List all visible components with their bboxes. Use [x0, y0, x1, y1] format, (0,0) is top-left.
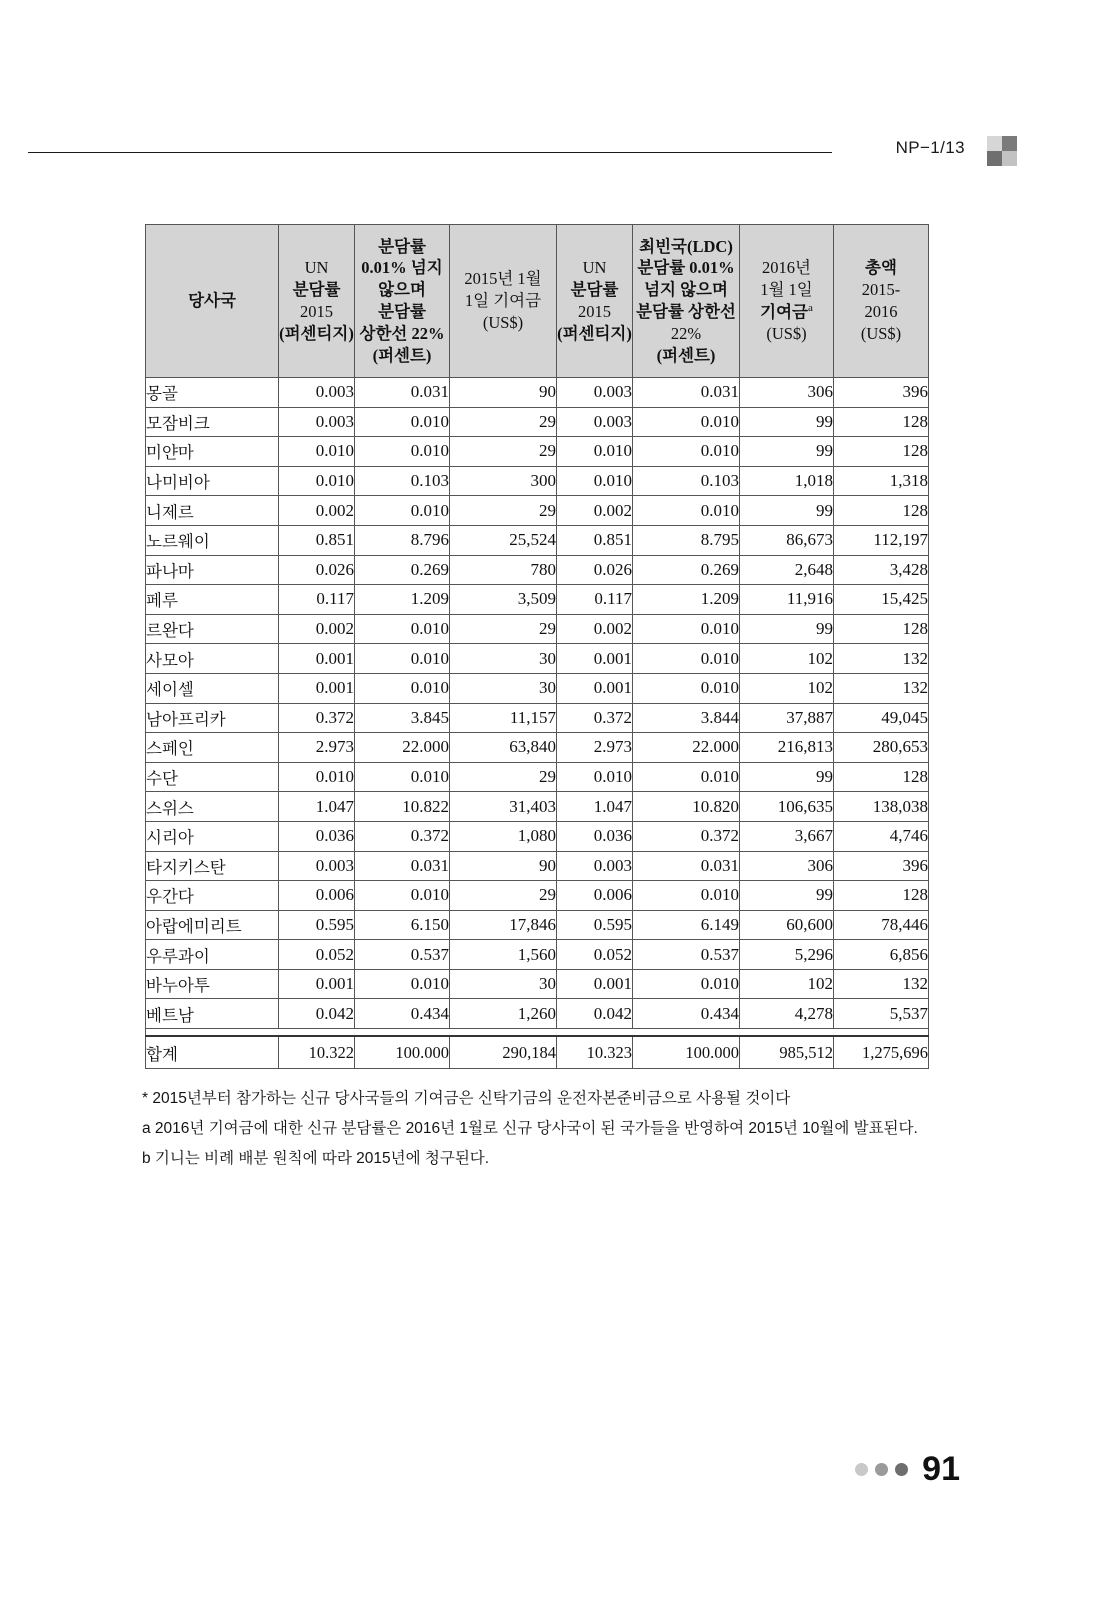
cell-contrib_2015: 31,403	[450, 792, 557, 822]
column-header-line: (US$)	[860, 323, 902, 343]
table-row	[146, 733, 929, 763]
cell-country: 우간다	[146, 881, 279, 911]
cell-ldc_capped_rate: 0.434	[633, 999, 740, 1029]
table-row	[146, 614, 929, 644]
header-document-code: NP−1/13	[895, 138, 965, 157]
cell-capped_rate_a: 0.010	[355, 496, 450, 526]
table-row	[146, 437, 929, 467]
cell-ldc_capped_rate: 8.795	[633, 525, 740, 555]
cell-contrib_2016: 37,887	[740, 703, 834, 733]
column-header-line: 분담률 상한선	[636, 302, 736, 321]
cell-capped_rate_a: 0.010	[355, 614, 450, 644]
cell-country: 베트남	[146, 999, 279, 1029]
cell-contrib_2015: 780	[450, 555, 557, 585]
cell-un_rate_2015_a: 0.052	[279, 940, 355, 970]
table-row	[146, 585, 929, 615]
column-header-line: 기여금$^a$	[760, 301, 813, 322]
column-header-line: (퍼센트)	[372, 345, 432, 365]
table-header-row	[146, 225, 929, 378]
cell-capped_rate_a: 0.031	[355, 851, 450, 881]
cell-contrib_2015: 29	[450, 762, 557, 792]
cell-un_rate_2015_b: 0.001	[557, 673, 633, 703]
cell-ldc_capped_rate: 0.010	[633, 614, 740, 644]
cell-ldc_capped_rate: 0.010	[633, 644, 740, 674]
cell-total: 49,045	[834, 703, 929, 733]
cell-total: 132	[834, 644, 929, 674]
column-header-line: 분담률	[378, 302, 426, 321]
cell-country: 니제르	[146, 496, 279, 526]
cell-capped_rate_a: 0.103	[355, 466, 450, 496]
cell-un_rate_2015_a: 0.006	[279, 881, 355, 911]
column-header-country	[146, 225, 279, 378]
cell-un_rate_2015_b: 0.001	[557, 644, 633, 674]
header-rule	[28, 152, 832, 153]
cell-un_rate_2015_a: 0.010	[279, 466, 355, 496]
column-header-line: (퍼센티지)	[557, 323, 632, 343]
cell-country: 스위스	[146, 792, 279, 822]
cell-contrib_2015: 29	[450, 437, 557, 467]
cell-total: 15,425	[834, 585, 929, 615]
cell-contrib_2015: 25,524	[450, 525, 557, 555]
cell-un_rate_2015_b: 0.001	[557, 969, 633, 999]
cell-contrib_2015: 11,157	[450, 703, 557, 733]
cell-contrib_2015: 1,260	[450, 999, 557, 1029]
column-header-line: UN	[304, 258, 329, 278]
column-header-line: 2015	[300, 302, 333, 321]
page-number: 91	[922, 1450, 960, 1488]
cell-un_rate_2015_a: 0.003	[279, 378, 355, 408]
table-row	[146, 851, 929, 881]
cell-country: 수단	[146, 762, 279, 792]
cell-un_rate_2015_b: 0.851	[557, 525, 633, 555]
contributions-table-container	[145, 224, 928, 1069]
cell-contrib_2015: 90	[450, 378, 557, 408]
footnote-line: * 2015년부터 참가하는 신규 당사국들의 기여금은 신탁기금의 운전자본준비금으로 사용될 것이다	[142, 1090, 791, 1107]
cell-contrib_2016: 102	[740, 673, 834, 703]
column-header-line: 22%	[670, 323, 702, 343]
table-body	[146, 378, 929, 1029]
cell-un_rate_2015_a: 0.002	[279, 614, 355, 644]
cell-contrib_2016: 5,296	[740, 940, 834, 970]
cell-un_rate_2015_b: 0.003	[557, 378, 633, 408]
cell-contrib_2016: 306	[740, 378, 834, 408]
cell-contrib_2016: 102	[740, 969, 834, 999]
cell-contrib_2016: 99	[740, 614, 834, 644]
cell-un_rate_2015_a: 0.595	[279, 910, 355, 940]
cell-capped_rate_a: 0.010	[355, 969, 450, 999]
cell-ldc_capped_rate: 0.010	[633, 407, 740, 437]
column-header-line: 넘지 않으며	[644, 280, 728, 300]
footer-dot-1-icon	[855, 1463, 868, 1476]
cell-un_rate_2015_a: 0.042	[279, 999, 355, 1029]
cell-contrib_2016: 3,667	[740, 821, 834, 851]
cell-capped_rate_a: 8.796	[355, 525, 450, 555]
cell-un_rate_2015_b: 0.003	[557, 851, 633, 881]
cell-total: 396	[834, 378, 929, 408]
cell-contrib_2016: 102	[740, 644, 834, 674]
cell-un_rate_2015_a: 2.973	[279, 733, 355, 763]
cell-ldc_capped_rate: 6.149	[633, 910, 740, 940]
cell-country: 몽골	[146, 378, 279, 408]
column-header-line: (US$)	[766, 324, 807, 344]
cell-country: 나미비아	[146, 466, 279, 496]
cell-country: 스페인	[146, 733, 279, 763]
contributions-table	[145, 224, 929, 1069]
column-header-line: 당사국	[188, 291, 236, 311]
column-header-line: 분담률	[378, 236, 426, 256]
cell-country: 르완다	[146, 614, 279, 644]
cell-total: 4,746	[834, 821, 929, 851]
cell-un_rate_2015_b: 0.036	[557, 821, 633, 851]
column-header-line: 1월 1일	[760, 279, 813, 299]
cell-capped_rate_a: 1.209	[355, 585, 450, 615]
cell-contrib_2015: 90	[450, 851, 557, 881]
cell-contrib_2016: 306	[740, 851, 834, 881]
cell-un_rate_2015_b: 0.595	[557, 910, 633, 940]
column-header-line: 않으며	[378, 280, 426, 300]
cell-total: 128	[834, 614, 929, 644]
cell-contrib_2016: 86,673	[740, 525, 834, 555]
cell-capped_rate_a: 0.537	[355, 940, 450, 970]
table-header	[146, 225, 929, 378]
cell-un_rate_2015_a: 0.001	[279, 969, 355, 999]
cell-un_rate_2015_a: 0.010	[279, 762, 355, 792]
cell-capped_rate_a: 0.372	[355, 821, 450, 851]
cell-country: 모잠비크	[146, 407, 279, 437]
cell-contrib_2015: 1,080	[450, 821, 557, 851]
cell-country: 남아프리카	[146, 703, 279, 733]
cell-un_rate_2015_a: 0.372	[279, 703, 355, 733]
column-header-ldc_capped_rate	[633, 225, 740, 378]
cell-contrib_2016: 2,648	[740, 555, 834, 585]
table-row	[146, 673, 929, 703]
cell-total: 132	[834, 969, 929, 999]
cell-total: 138,038	[834, 792, 929, 822]
column-header-line: 0.01% 넘지	[361, 258, 443, 278]
cell-contrib_2016: 216,813	[740, 733, 834, 763]
cell-un_rate_2015_a: 0.851	[279, 525, 355, 555]
cell-capped_rate_a: 0.269	[355, 555, 450, 585]
column-header-un_rate_2015_a	[279, 225, 355, 378]
cell-contrib_2015: 30	[450, 644, 557, 674]
cell-ldc_capped_rate: 0.537	[633, 940, 740, 970]
cell-country: 우루과이	[146, 940, 279, 970]
checker-square-1	[987, 136, 1002, 151]
cell-total: 5,537	[834, 999, 929, 1029]
column-header-line: (US$)	[482, 312, 524, 332]
cell-un_rate_2015_b: 0.010	[557, 437, 633, 467]
cell-contrib_2016: 4,278	[740, 999, 834, 1029]
table-footnotes	[142, 1084, 952, 1175]
cell-capped_rate_a: 22.000	[355, 733, 450, 763]
cell-un_rate_2015_a: 0.001	[279, 644, 355, 674]
cell-ldc_capped_rate: 0.372	[633, 821, 740, 851]
cell-ldc_capped_rate: 0.269	[633, 555, 740, 585]
cell-contrib_2015: 29	[450, 407, 557, 437]
column-header-line: 최빈국(LDC)	[639, 236, 733, 256]
cell-un_rate_2015_b: 0.002	[557, 496, 633, 526]
table-row	[146, 881, 929, 911]
cell-country: 세이셀	[146, 673, 279, 703]
cell-un_rate_2015_b: 1.047	[557, 792, 633, 822]
cell-ldc_capped_rate: 0.010	[633, 969, 740, 999]
table-row	[146, 644, 929, 674]
cell-un_rate_2015_a: 0.010	[279, 437, 355, 467]
cell-capped_rate_a: 0.010	[355, 644, 450, 674]
cell-ldc_capped_rate: 0.010	[633, 496, 740, 526]
cell-contrib_2016: 99	[740, 437, 834, 467]
cell-ldc_capped_rate: 22.000	[633, 733, 740, 763]
cell-contrib_2015: 17,846	[450, 910, 557, 940]
cell-total: 112,197	[834, 525, 929, 555]
column-header-line: 분담률 0.01%	[637, 258, 735, 278]
cell-ldc_capped_rate: 1.209	[633, 585, 740, 615]
column-header-contrib_2015	[450, 225, 557, 378]
cell-total: 128	[834, 881, 929, 911]
checker-square-4	[1002, 151, 1017, 166]
cell-contrib_2015: 1,560	[450, 940, 557, 970]
column-header-un_rate_2015_b	[557, 225, 633, 378]
table-row	[146, 525, 929, 555]
table-row	[146, 703, 929, 733]
table-row	[146, 555, 929, 585]
cell-ldc_capped_rate: 0.010	[633, 437, 740, 467]
cell-un_rate_2015_a: 0.002	[279, 496, 355, 526]
cell-country: 사모아	[146, 644, 279, 674]
page-footer	[855, 1452, 960, 1486]
cell-contrib_2016: 1,018	[740, 466, 834, 496]
cell-total-label: 합계	[146, 1036, 279, 1069]
cell-contrib_2016: 106,635	[740, 792, 834, 822]
footnote-marker: a	[807, 301, 813, 314]
column-header-line: 분담률	[292, 280, 341, 300]
cell-country: 바누아투	[146, 969, 279, 999]
cell-total-total: 1,275,696	[834, 1036, 929, 1069]
cell-country: 타지키스탄	[146, 851, 279, 881]
column-header-contrib_2016	[740, 225, 834, 378]
column-header-line: 1일 기여금	[464, 291, 542, 311]
cell-capped_rate_a: 0.434	[355, 999, 450, 1029]
table-row	[146, 407, 929, 437]
cell-un_rate_2015_b: 0.372	[557, 703, 633, 733]
checker-square-3	[987, 151, 1002, 166]
cell-capped_rate_a: 0.010	[355, 881, 450, 911]
cell-un_rate_2015_b: 0.010	[557, 466, 633, 496]
column-header-line: 분담률	[570, 280, 619, 300]
cell-capped_rate_a: 3.845	[355, 703, 450, 733]
table-row	[146, 496, 929, 526]
cell-total-ldc_capped_rate: 100.000	[633, 1036, 740, 1069]
cell-country: 노르웨이	[146, 525, 279, 555]
cell-contrib_2015: 3,509	[450, 585, 557, 615]
column-header-line: 2015-	[861, 280, 901, 300]
header-checker-logo-icon	[987, 136, 1017, 166]
cell-contrib_2016: 99	[740, 407, 834, 437]
cell-country: 시리아	[146, 821, 279, 851]
cell-capped_rate_a: 6.150	[355, 910, 450, 940]
cell-ldc_capped_rate: 0.031	[633, 851, 740, 881]
cell-total-un_rate_2015_b: 10.323	[557, 1036, 633, 1069]
total-row	[146, 1036, 929, 1069]
cell-total: 128	[834, 496, 929, 526]
column-header-line: 상한선 22%	[359, 323, 445, 343]
cell-contrib_2016: 99	[740, 496, 834, 526]
cell-un_rate_2015_b: 0.052	[557, 940, 633, 970]
cell-total: 6,856	[834, 940, 929, 970]
column-header-line: UN	[582, 258, 607, 278]
column-header-line: 2015	[578, 302, 611, 321]
cell-capped_rate_a: 0.010	[355, 762, 450, 792]
cell-ldc_capped_rate: 0.010	[633, 673, 740, 703]
cell-capped_rate_a: 10.822	[355, 792, 450, 822]
column-header-capped_rate_a	[355, 225, 450, 378]
cell-total-contrib_2016: 985,512	[740, 1036, 834, 1069]
cell-total: 128	[834, 437, 929, 467]
cell-un_rate_2015_b: 0.006	[557, 881, 633, 911]
cell-un_rate_2015_b: 0.003	[557, 407, 633, 437]
cell-un_rate_2015_a: 0.026	[279, 555, 355, 585]
cell-un_rate_2015_a: 0.001	[279, 673, 355, 703]
total-row-spacer	[146, 1029, 929, 1037]
cell-capped_rate_a: 0.010	[355, 437, 450, 467]
cell-capped_rate_a: 0.010	[355, 407, 450, 437]
running-header	[28, 138, 1072, 178]
cell-ldc_capped_rate: 0.103	[633, 466, 740, 496]
cell-un_rate_2015_a: 0.117	[279, 585, 355, 615]
footnote-line: a 2016년 기여금에 대한 신규 분담률은 2016년 1월로 신규 당사국이 된 국가들을 반영하여 2015년 10월에 발표된다.	[142, 1120, 918, 1138]
table-row	[146, 940, 929, 970]
cell-un_rate_2015_a: 0.003	[279, 407, 355, 437]
column-header-line: 2015년 1월	[464, 269, 542, 289]
table-row	[146, 821, 929, 851]
cell-un_rate_2015_b: 0.002	[557, 614, 633, 644]
cell-country: 페루	[146, 585, 279, 615]
cell-contrib_2016: 60,600	[740, 910, 834, 940]
cell-total-contrib_2015: 290,184	[450, 1036, 557, 1069]
column-header-line: (퍼센트)	[656, 345, 716, 365]
cell-ldc_capped_rate: 10.820	[633, 792, 740, 822]
table-row	[146, 378, 929, 408]
cell-un_rate_2015_a: 1.047	[279, 792, 355, 822]
cell-total: 280,653	[834, 733, 929, 763]
cell-total: 3,428	[834, 555, 929, 585]
footnote-line: b 기니는 비례 배분 원칙에 따라 2015년에 청구된다.	[142, 1150, 490, 1168]
table-row	[146, 762, 929, 792]
cell-un_rate_2015_a: 0.003	[279, 851, 355, 881]
cell-total: 78,446	[834, 910, 929, 940]
table-row	[146, 466, 929, 496]
column-header-line: 2016	[864, 302, 898, 321]
cell-total: 396	[834, 851, 929, 881]
cell-contrib_2015: 30	[450, 969, 557, 999]
cell-un_rate_2015_b: 0.042	[557, 999, 633, 1029]
table-row	[146, 999, 929, 1029]
cell-country: 파나마	[146, 555, 279, 585]
footer-dot-2-icon	[875, 1463, 888, 1476]
table-row	[146, 910, 929, 940]
cell-contrib_2016: 11,916	[740, 585, 834, 615]
cell-contrib_2015: 29	[450, 881, 557, 911]
cell-country: 아랍에미리트	[146, 910, 279, 940]
table-row	[146, 969, 929, 999]
cell-total-un_rate_2015_a: 10.322	[279, 1036, 355, 1069]
cell-total: 132	[834, 673, 929, 703]
cell-contrib_2015: 29	[450, 496, 557, 526]
column-header-line: (퍼센티지)	[279, 323, 354, 343]
cell-un_rate_2015_a: 0.036	[279, 821, 355, 851]
table-row	[146, 792, 929, 822]
cell-ldc_capped_rate: 0.010	[633, 762, 740, 792]
cell-contrib_2016: 99	[740, 881, 834, 911]
cell-un_rate_2015_b: 0.117	[557, 585, 633, 615]
table-footer	[146, 1029, 929, 1069]
cell-country: 미얀마	[146, 437, 279, 467]
cell-un_rate_2015_b: 0.026	[557, 555, 633, 585]
cell-capped_rate_a: 0.010	[355, 673, 450, 703]
cell-contrib_2015: 29	[450, 614, 557, 644]
cell-capped_rate_a: 0.031	[355, 378, 450, 408]
cell-total: 128	[834, 407, 929, 437]
cell-contrib_2015: 30	[450, 673, 557, 703]
column-header-line: 2016년	[762, 258, 811, 278]
cell-total: 128	[834, 762, 929, 792]
cell-contrib_2016: 99	[740, 762, 834, 792]
cell-ldc_capped_rate: 0.010	[633, 881, 740, 911]
footer-dot-3-icon	[895, 1463, 908, 1476]
cell-contrib_2015: 63,840	[450, 733, 557, 763]
column-header-total	[834, 225, 929, 378]
cell-ldc_capped_rate: 3.844	[633, 703, 740, 733]
cell-total: 1,318	[834, 466, 929, 496]
cell-ldc_capped_rate: 0.031	[633, 378, 740, 408]
cell-contrib_2015: 300	[450, 466, 557, 496]
checker-square-2	[1002, 136, 1017, 151]
column-header-line: 총액	[865, 258, 897, 278]
cell-un_rate_2015_b: 2.973	[557, 733, 633, 763]
cell-total-capped_rate_a: 100.000	[355, 1036, 450, 1069]
spacer-cell	[146, 1029, 929, 1037]
cell-un_rate_2015_b: 0.010	[557, 762, 633, 792]
